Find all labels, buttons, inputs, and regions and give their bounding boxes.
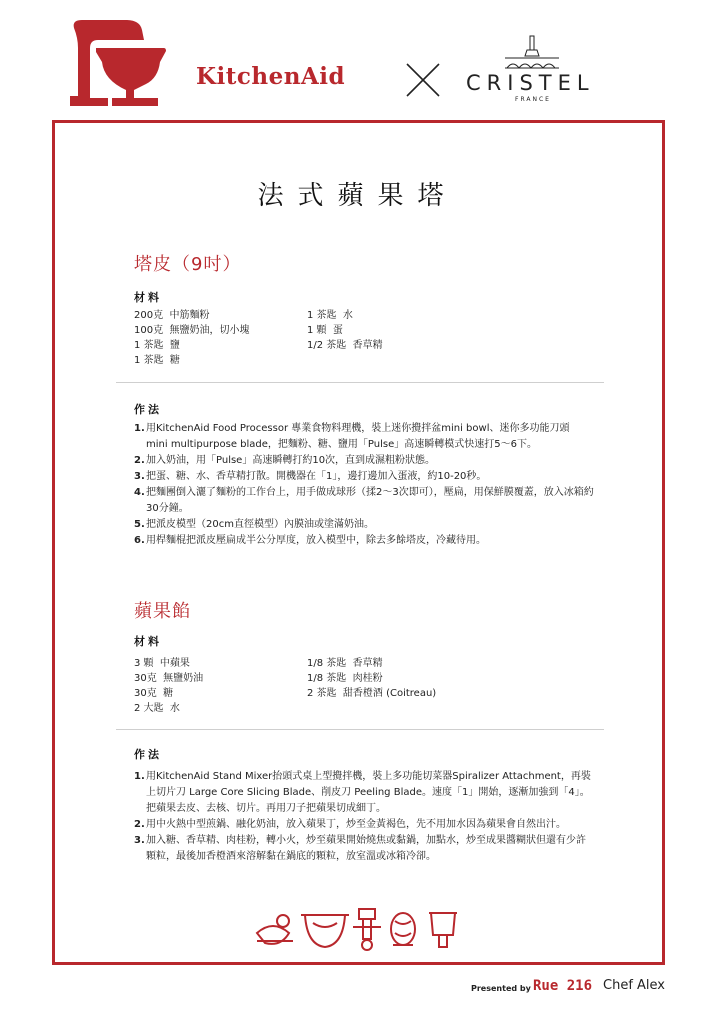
step-text: 把蛋、糖、水、香草精打散。開機器在「1」，邊打邊加入蛋液，約10-20秒。 [146,471,487,482]
step-number: 2. [134,819,145,830]
filling-steps [134,769,594,865]
step-text: 用KitchenAid Food Processor 專業食物料理機，裝上迷你攪拌盆mini bowl、迷你多功能刀頭 mini multipurpose blade，把麵粉、糖、鹽用「Pulse」高速瞬轉模式快速打5～6下。 [146,423,570,450]
ingredient: 1 顆 蛋 [307,325,343,336]
filling-ingredients-right [307,656,436,701]
filling-section-title: 蘋果餡 [134,601,191,622]
pasta-press-icon [429,913,457,947]
meat-grinder-icon [353,909,381,950]
divider [116,729,604,730]
step-item [134,485,594,517]
ingredient: 30克 無鹽奶油 [134,673,204,684]
step-text: 加入糖、香草精、肉桂粉，轉小火，炒至蘋果開始燒焦或黏鍋，加點水，炒至成果醬糊狀但還有少許顆粒，最後加香橙酒來溶解黏在鍋底的顆粒，放室溫或冰箱冷卻。 [146,835,586,862]
ingredient: 100克 無鹽奶油，切小塊 [134,325,250,336]
presented-by-label: Presented by [471,984,531,993]
step-item [134,469,594,485]
filling-method-label: 作法 [134,748,162,761]
spiralizer-icon [257,915,293,944]
step-number: 1. [134,423,145,434]
filling-ingredients-left [134,656,203,716]
ingredient: 3 顆 中蘋果 [134,658,190,669]
crust-ingredients-label: 材料 [134,291,162,304]
mixer-bowl-icon [301,915,349,947]
step-item [134,817,594,833]
attachment-icons [253,905,468,955]
ingredient: 1 茶匙 鹽 [134,340,180,351]
ingredient: 1 茶匙 水 [307,310,353,321]
kitchenaid-mixer-logo [68,18,168,106]
crust-ingredients-right [307,308,383,353]
step-item [134,833,594,865]
page-title: 法式蘋果塔 [257,181,458,211]
kitchenaid-wordmark: KitchenAid [196,63,346,90]
step-number: 2. [134,455,145,466]
step-text: 用中火熱中型煎鍋、融化奶油，放入蘋果丁，炒至金黃褐色，先不用加水因為蘋果會自然出汁。 [146,819,566,830]
step-item [134,453,594,469]
step-text: 加入奶油，用「Pulse」高速瞬轉打約10次，直到成濕粗粉狀態。 [146,455,436,466]
crust-section-title: 塔皮（9吋） [134,254,242,275]
sifter-icon [391,913,415,945]
step-item [134,517,594,533]
step-text: 把麵團倒入灑了麵粉的工作台上，用手做成球形（揉2～3次即可），壓扁，用保鮮膜覆蓋，放入冰箱約30分鐘。 [146,487,594,514]
step-text: 用桿麵棍把派皮壓扁成半公分厚度，放入模型中，除去多餘塔皮，冷藏待用。 [146,535,486,546]
ingredient: 1/8 茶匙 香草精 [307,658,383,669]
ingredient: 2 大匙 水 [134,703,180,714]
filling-ingredients-label: 材料 [134,635,162,648]
cristel-wordmark: CRISTEL [466,71,595,95]
header [0,0,715,115]
cristel-bridge-logo-icon [503,34,561,70]
cristel-subtitle: FRANCE [515,96,551,103]
step-text: 用KitchenAid Stand Mixer抬頭式桌上型攪拌機，裝上多功能切菜器Spiralizer Attachment，再裝上切片刀 Large Core Slicing Blade、削皮刀 Peeling Blade。速度「1」開始，逐漸加強到「4」。把蘋果去皮、去核、切片。再用刀子把蘋果切成細丁。 [146,771,591,814]
ingredient: 1/8 茶匙 肉桂粉 [307,673,383,684]
ingredient: 1/2 茶匙 香草精 [307,340,383,351]
ingredient: 1 茶匙 糖 [134,355,180,366]
crust-method-label: 作法 [134,403,162,416]
step-item [134,769,594,817]
rue216-logo: Rue 216 [533,978,593,994]
step-item [134,533,594,549]
step-item [134,421,594,453]
step-number: 3. [134,471,145,482]
crust-steps [134,421,594,549]
step-number: 1. [134,771,145,782]
ingredient: 200克 中筋麵粉 [134,310,210,321]
step-number: 6. [134,535,145,546]
divider [116,382,604,383]
collab-x-icon [405,62,441,98]
chef-name: Chef Alex [603,978,665,993]
step-number: 5. [134,519,145,530]
crust-ingredients-left [134,308,249,368]
step-number: 3. [134,835,145,846]
step-number: 4. [134,487,145,498]
step-text: 把派皮模型（20cm直徑模型）內膜油或塗滿奶油。 [146,519,374,530]
ingredient: 2 茶匙 甜香橙酒 (Coitreau) [307,688,437,699]
ingredient: 30克 糖 [134,688,174,699]
